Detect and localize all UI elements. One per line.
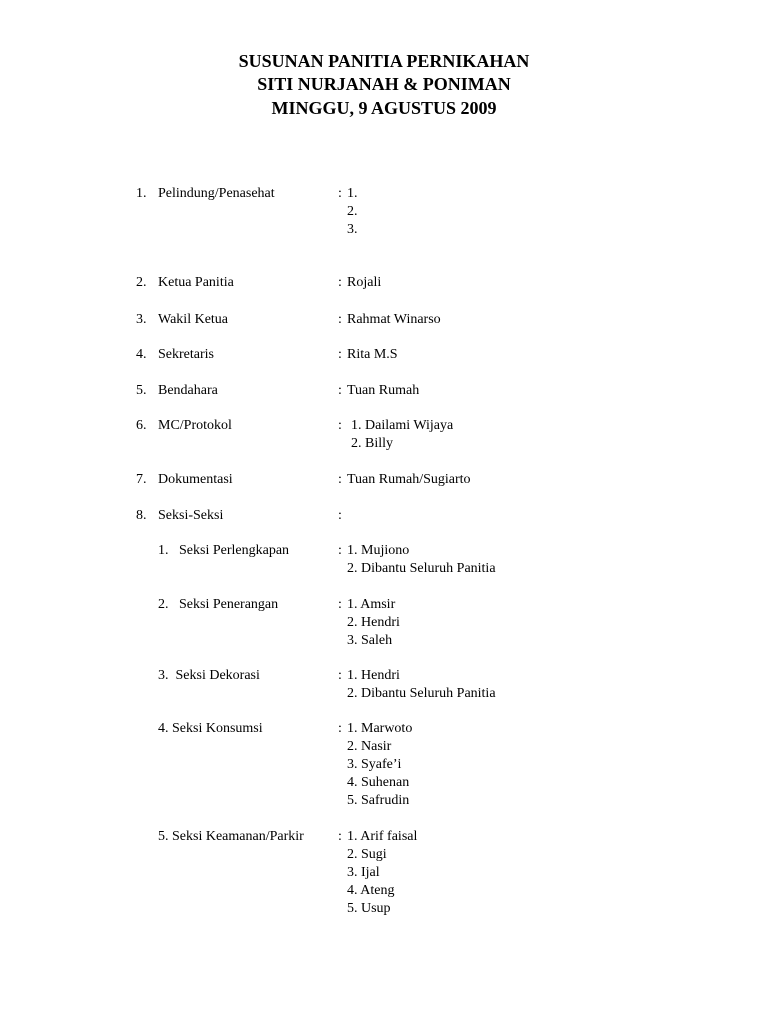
item-colon: : — [338, 312, 342, 327]
item-label: MC/Protokol — [158, 418, 232, 433]
document-date: MINGGU, 9 AGUSTUS 2009 — [271, 98, 497, 118]
item-colon: : — [338, 275, 342, 290]
document-couple-names: SITI NURJANAH & PONIMAN — [257, 74, 511, 94]
item-label: Pelindung/Penasehat — [158, 186, 275, 201]
subitem-value: 1. Amsir — [347, 597, 396, 612]
subitem-label: 3. Seksi Dekorasi — [158, 668, 260, 683]
item-number: 5. — [136, 383, 147, 398]
subitem-label: 5. Seksi Keamanan/Parkir — [158, 829, 304, 844]
item-value: 2. Billy — [351, 436, 394, 451]
subitem-value: 3. Syafe’i — [347, 757, 402, 772]
item-number: 7. — [136, 472, 147, 487]
subitem-value: 3. Saleh — [347, 633, 393, 648]
subitem-label: 1. Seksi Perlengkapan — [158, 543, 290, 558]
item-value: 3. — [347, 222, 358, 237]
item-colon: : — [338, 186, 342, 201]
subitem-value: 2. Dibantu Seluruh Panitia — [347, 561, 496, 576]
subitem-value: 5. Safrudin — [347, 793, 410, 808]
subitem-label: 4. Seksi Konsumsi — [158, 721, 263, 736]
subitem-value: 2. Nasir — [347, 739, 392, 754]
subitem-colon: : — [338, 543, 342, 558]
item-value: Rahmat Winarso — [347, 312, 441, 327]
item-label: Bendahara — [158, 383, 218, 398]
subitem-value: 4. Ateng — [347, 883, 395, 898]
item-label: Dokumentasi — [158, 472, 233, 487]
item-number: 8. — [136, 508, 147, 523]
item-colon: : — [338, 472, 342, 487]
subitem-label: 2. Seksi Penerangan — [158, 597, 279, 612]
item-number: 3. — [136, 312, 147, 327]
item-value: Rita M.S — [347, 347, 398, 362]
item-value: Tuan Rumah — [347, 383, 420, 398]
item-label: Seksi-Seksi — [158, 508, 224, 523]
item-value: 1. — [347, 186, 358, 201]
subitem-value: 3. Ijal — [347, 865, 380, 880]
subitem-value: 4. Suhenan — [347, 775, 410, 790]
item-value: 1. Dailami Wijaya — [351, 418, 454, 433]
subitem-colon: : — [338, 829, 342, 844]
item-number: 6. — [136, 418, 147, 433]
item-value: Rojali — [347, 275, 382, 290]
subitem-colon: : — [338, 597, 342, 612]
subitem-value: 1. Marwoto — [347, 721, 413, 736]
item-label: Wakil Ketua — [158, 312, 229, 327]
item-colon: : — [338, 347, 342, 362]
subitem-value: 2. Sugi — [347, 847, 387, 862]
item-label: Sekretaris — [158, 347, 214, 362]
subitem-value: 1. Arif faisal — [347, 829, 418, 844]
subitem-value: 2. Dibantu Seluruh Panitia — [347, 686, 496, 701]
document-title: SUSUNAN PANITIA PERNIKAHAN — [238, 51, 530, 71]
item-number: 2. — [136, 275, 147, 290]
item-value: Tuan Rumah/Sugiarto — [347, 472, 471, 487]
subitem-value: 1. Mujiono — [347, 543, 410, 558]
item-colon: : — [338, 508, 342, 523]
item-colon: : — [338, 383, 342, 398]
item-number: 4. — [136, 347, 147, 362]
item-value: 2. — [347, 204, 358, 219]
item-number: 1. — [136, 186, 147, 201]
subitem-colon: : — [338, 668, 342, 683]
item-colon: : — [338, 418, 342, 433]
subitem-colon: : — [338, 721, 342, 736]
item-label: Ketua Panitia — [158, 275, 234, 290]
subitem-value: 2. Hendri — [347, 615, 400, 630]
subitem-value: 1. Hendri — [347, 668, 400, 683]
subitem-value: 5. Usup — [347, 901, 391, 916]
